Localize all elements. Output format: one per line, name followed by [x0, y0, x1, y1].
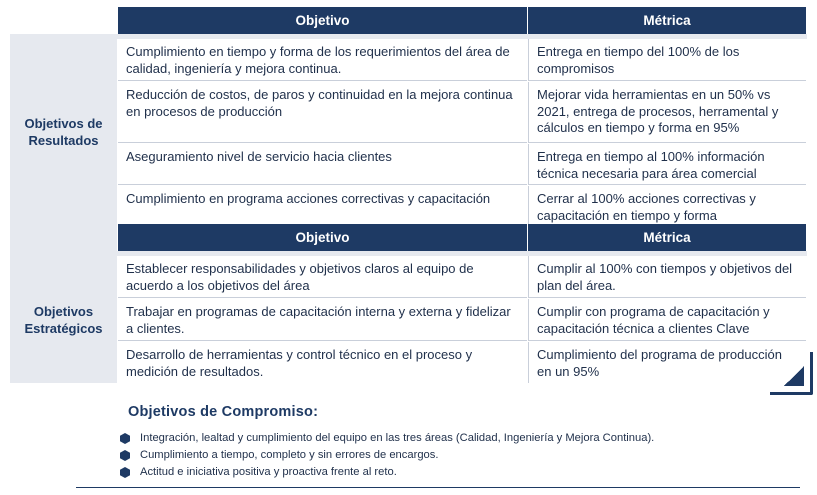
section-label-line: Estratégicos	[24, 320, 103, 336]
section-label-line: Objetivos	[33, 303, 94, 319]
commitment-title: Objetivos de Compromiso:	[128, 404, 319, 420]
header-objective: Objetivo	[118, 7, 527, 34]
objective-cell: Desarrollo de herramientas y control técnico en el proceso y medición de resultados.	[118, 342, 527, 383]
hexagon-bullet-icon	[120, 467, 130, 478]
commitment-list	[120, 430, 654, 481]
section-label-strategic	[10, 256, 117, 383]
header-spacer	[10, 224, 117, 251]
objective-cell: Cumplimiento en programa acciones correctivas y capacitación	[118, 186, 527, 224]
list-item-text: Actitud e iniciativa positiva y proactiva frente al reto.	[140, 466, 397, 478]
objective-cell: Aseguramiento nivel de servicio hacia clientes	[118, 144, 527, 185]
metric-cell: Mejorar vida herramientas en un 50% vs 2021, entrega de procesos, herramental y cálculos en tiempo y forma en 95%	[528, 82, 806, 143]
header-metric: Métrica	[528, 7, 806, 34]
bottom-rule	[76, 487, 800, 488]
hexagon-bullet-icon	[120, 450, 130, 461]
section-label-line: Resultados	[28, 132, 99, 148]
objectives-table	[10, 7, 807, 383]
section-label-results	[10, 39, 117, 224]
list-item-text: Cumplimiento a tiempo, completo y sin errores de encargos.	[140, 449, 439, 461]
objective-cell: Reducción de costos, de paros y continuidad en la mejora continua en procesos de producción	[118, 82, 527, 143]
objective-cell: Establecer responsabilidades y objetivos claros al equipo de acuerdo a los objetivos del área	[118, 256, 527, 298]
metric-cell: Entrega en tiempo al 100% información técnica necesaria para área comercial	[528, 144, 806, 185]
objective-cell: Trabajar en programas de capacitación interna y externa y fidelizar a clientes.	[118, 299, 527, 341]
metric-cell: Cerrar al 100% acciones correctivas y capacitación en tiempo y forma	[528, 186, 806, 224]
metric-cell: Cumplimiento del programa de producción en un 95%	[528, 342, 806, 383]
metric-cell: Entrega en tiempo del 100% de los compromisos	[528, 39, 806, 81]
list-item-text: Integración, lealtad y cumplimiento del equipo en las tres áreas (Calidad, Ingeniería y Mejora Continua).	[140, 432, 655, 444]
metric-cell: Cumplir con programa de capacitación y capacitación técnica a clientes Clave	[528, 299, 806, 341]
corner-decoration	[770, 352, 813, 395]
list-item	[120, 430, 654, 447]
header-objective: Objetivo	[118, 224, 527, 251]
metric-cell: Cumplir al 100% con tiempos y objetivos del plan del área.	[528, 256, 806, 298]
list-item	[120, 447, 654, 464]
hexagon-bullet-icon	[120, 433, 130, 444]
header-metric: Métrica	[528, 224, 806, 251]
section-label-line: Objetivos de	[24, 115, 103, 131]
objective-cell: Cumplimiento en tiempo y forma de los requerimientos del área de calidad, ingeniería y mejora continua.	[118, 39, 527, 81]
list-item	[120, 464, 654, 481]
